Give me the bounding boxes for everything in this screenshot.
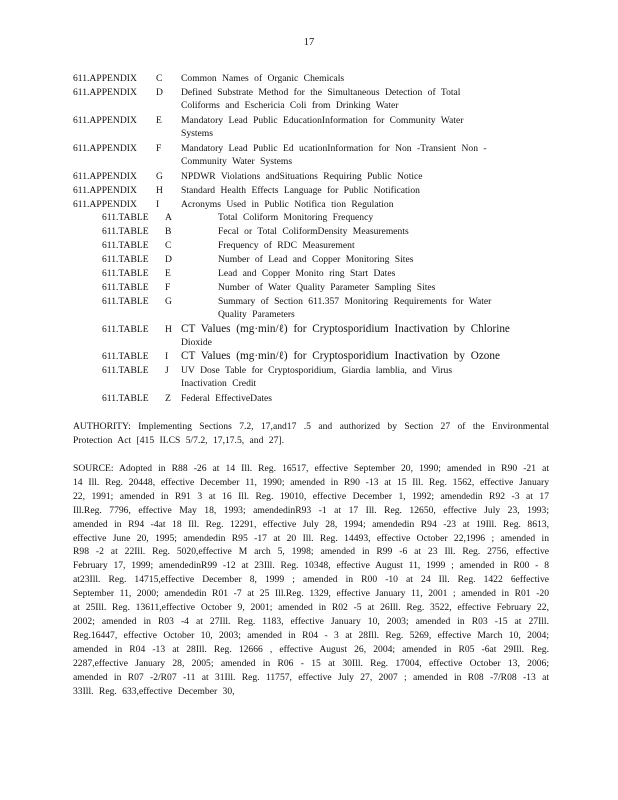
toc-entry-title: [218, 225, 618, 238]
toc-entry-label: 611.APPENDIX: [73, 171, 137, 182]
toc-entry-title: [181, 184, 611, 197]
toc-entry-title-line: Federal EffectiveDates: [181, 393, 272, 404]
toc-entry-letter: G: [156, 171, 163, 182]
toc-entry-title: [218, 281, 618, 294]
toc-entry-title-line: CT Values (mg·min/ℓ) for Cryptosporidium Inactivation by Ozone: [181, 350, 500, 362]
toc-entry-title-line: Quality Parameters: [218, 309, 295, 320]
toc-entry-title: [218, 253, 618, 266]
toc-entry-title-line: Summary of Section 611.357 Monitoring Requirements for Water: [218, 296, 492, 307]
toc-entry-title-line: Common Names of Organic Chemicals: [181, 73, 345, 84]
toc-entry-label: 611.APPENDIX: [73, 115, 137, 126]
toc-entry-title-line: UV Dose Table for Cryptosporidium, Giardia lamblia, and Virus: [181, 365, 453, 376]
toc-entry-label: 611.APPENDIX: [73, 73, 137, 84]
toc-entry-label: 611.APPENDIX: [73, 87, 137, 98]
toc-entry-letter: E: [165, 268, 171, 279]
toc-entry-label: 611.TABLE: [102, 240, 149, 251]
toc-entry-title-line: Systems: [181, 128, 213, 139]
toc-entry-letter: C: [156, 73, 163, 84]
page-number: 17: [303, 37, 315, 48]
toc-entry-title-line: Dioxide: [181, 337, 212, 348]
toc-entry-label: 611.TABLE: [102, 254, 149, 265]
toc-entry-title-line: Frequency of RDC Measurement: [218, 240, 355, 251]
toc-entry-title: [218, 211, 618, 224]
toc-entry-label: 611.TABLE: [102, 212, 149, 223]
toc-entry-title-line: Coliforms and Eschericia Coli from Drinking Water: [181, 100, 399, 111]
toc-entry-letter: F: [156, 143, 162, 154]
toc-entry-title-line: Acronyms Used in Public Notifica tion Regulation: [181, 199, 394, 210]
toc-entry-label: 611.TABLE: [102, 324, 149, 335]
toc-entry-title: [218, 239, 618, 252]
toc-entry-letter: H: [156, 185, 163, 196]
toc-entry-letter: F: [165, 282, 171, 293]
toc-entry-title: [218, 295, 618, 321]
toc-entry-title-line: Mandatory Lead Public EducationInformation for Community Water: [181, 115, 464, 126]
authority-paragraph: AUTHORITY: Implementing Sections 7.2, 17,and17 .5 and authorized by Section 27 of the Environmental Protection Act [415 ILCS 5/7.2, 17,17.5, and 27].: [73, 421, 549, 446]
toc-entry-title: [218, 267, 618, 280]
toc-entry-title-line: Inactivation Credit: [181, 378, 257, 389]
toc-entry-title-line: CT Values (mg·min/ℓ) for Cryptosporidium Inactivation by Chlorine: [181, 323, 510, 335]
toc-entry-label: 611.TABLE: [102, 282, 149, 293]
toc-entry-title-line: Mandatory Lead Public Ed ucationInformation for Non -Transient Non -: [181, 143, 487, 154]
toc-entry-title-line: Lead and Copper Monito ring Start Dates: [218, 268, 396, 279]
toc-entry-title: [181, 364, 618, 390]
toc-entry-title: [181, 142, 611, 168]
toc-entry-title-line: Fecal or Total ColiformDensity Measurements: [218, 226, 409, 237]
toc-entry-letter: B: [165, 226, 172, 237]
toc-entry-label: 611.TABLE: [102, 268, 149, 279]
toc-entry-title-line: Standard Health Effects Language for Public Notification: [181, 185, 420, 196]
toc-entry-letter: A: [165, 212, 172, 223]
source-paragraph: SOURCE: Adopted in R88 -26 at 14 Ill. Reg. 16517, effective September 20, 1990; amended in R90 -21 at 14 Ill. Reg. 20448, effective December 11, 1990; amended in R90 -13 at 15 Ill. Reg. 1562, effective January 22, 1991; amended in R91 3 at 16 Ill. Reg. 19010, effective December 1, 1992; amendedin R92 -3 at 17 Ill.Reg. 7796, effective May 18, 1993; amendedinR93 -1 at 17 Ill. Reg. 12650, effective July 23, 1993; amended in R94 -4at 18 Ill. Reg. 12291, effective July 28, 1994; amendedin R94 -23 at 19Ill. Reg. 8613, effective June 20, 1995; amendedin R95 -17 at 20 Ill. Reg. 14493, effective October 22,1996 ; amended in R98 -2 at 22Ill. Reg. 5020,effective M arch 5, 1998; amended in R99 -6 at 23 Ill. Reg. 2756, effective February 17, 1999; amendedinR99 -12 at 23Ill. Reg. 10348, effective August 11, 1999 ; amended in R00 - 8 at23Ill. Reg. 14715,effective December 8, 1999 ; amended in R00 -10 at 24 Ill. Reg. 1422 6effective September 11, 2000; amendedin R01 -7 at 25 Ill.Reg. 1329, effective January 11, 2001 ; amended in R01 -20 at 25Ill. Reg. 13611,effective October 9, 2001; amended in R02 -5 at 26Ill. Reg. 3522, effective February 22, 2002; amended in R03 -4 at 27Ill. Reg. 1183, effective January 10, 2003; amended in R03 -15 at 27Ill. Reg.16447, effective October 10, 2003; amended in R04 - 3 at 28Ill. Reg. 5269, effective March 10, 2004; amended in R04 -13 at 28Ill. Reg. 12666 , effective August 26, 2004; amended in R05 -6at 29Ill. Reg. 2287,effective January 28, 2005; amended in R06 - 15 at 30Ill. Reg. 17004, effective October 13, 2006; amended in R07 -2/R07 -11 at 31Ill. Reg. 11757, effective July 27, 2007 ; amended in R08 -7/R08 -13 at 33Ill. Reg. 633,effective December 30,: [73, 463, 549, 697]
toc-entry-letter: I: [165, 351, 169, 362]
toc-entry-label: 611.APPENDIX: [73, 199, 137, 210]
toc-entry-letter: J: [165, 365, 169, 376]
toc-entry-letter: C: [165, 240, 172, 251]
toc-entry-letter: G: [165, 296, 172, 307]
toc-entry-title-line: Total Coliform Monitoring Frequency: [218, 212, 374, 223]
toc-entry-letter: Z: [165, 393, 171, 404]
toc-entry-letter: I: [156, 199, 160, 210]
toc-entry-title: [181, 350, 618, 363]
toc-entry-title: [181, 72, 611, 85]
toc-entry-label: 611.TABLE: [102, 351, 149, 362]
toc-entry-letter: E: [156, 115, 162, 126]
toc-entry-title: [181, 114, 611, 140]
toc-entry-title: [181, 86, 611, 112]
toc-entry-label: 611.TABLE: [102, 226, 149, 237]
toc-entry-title-line: Number of Water Quality Parameter Sampling Sites: [218, 282, 436, 293]
toc-entry-title: [181, 323, 618, 349]
toc-entry-title-line: Number of Lead and Copper Monitoring Sites: [218, 254, 414, 265]
toc-entry-letter: D: [156, 87, 163, 98]
toc-entry-title: [181, 392, 618, 405]
toc-entry-letter: D: [165, 254, 172, 265]
toc-entry-title-line: Community Water Systems: [181, 156, 293, 167]
toc-entry-label: 611.APPENDIX: [73, 185, 137, 196]
toc-entry-title: [181, 170, 611, 183]
toc-entry-label: 611.TABLE: [102, 296, 149, 307]
toc-entry-title: [181, 198, 611, 211]
toc-entry-title-line: Defined Substrate Method for the Simultaneous Detection of Total: [181, 87, 461, 98]
toc-entry-title-line: NPDWR Violations andSituations Requiring Public Notice: [181, 171, 423, 182]
toc-entry-label: 611.TABLE: [102, 393, 149, 404]
toc-entry-letter: H: [165, 324, 172, 335]
toc-entry-label: 611.APPENDIX: [73, 143, 137, 154]
toc-entry-label: 611.TABLE: [102, 365, 149, 376]
